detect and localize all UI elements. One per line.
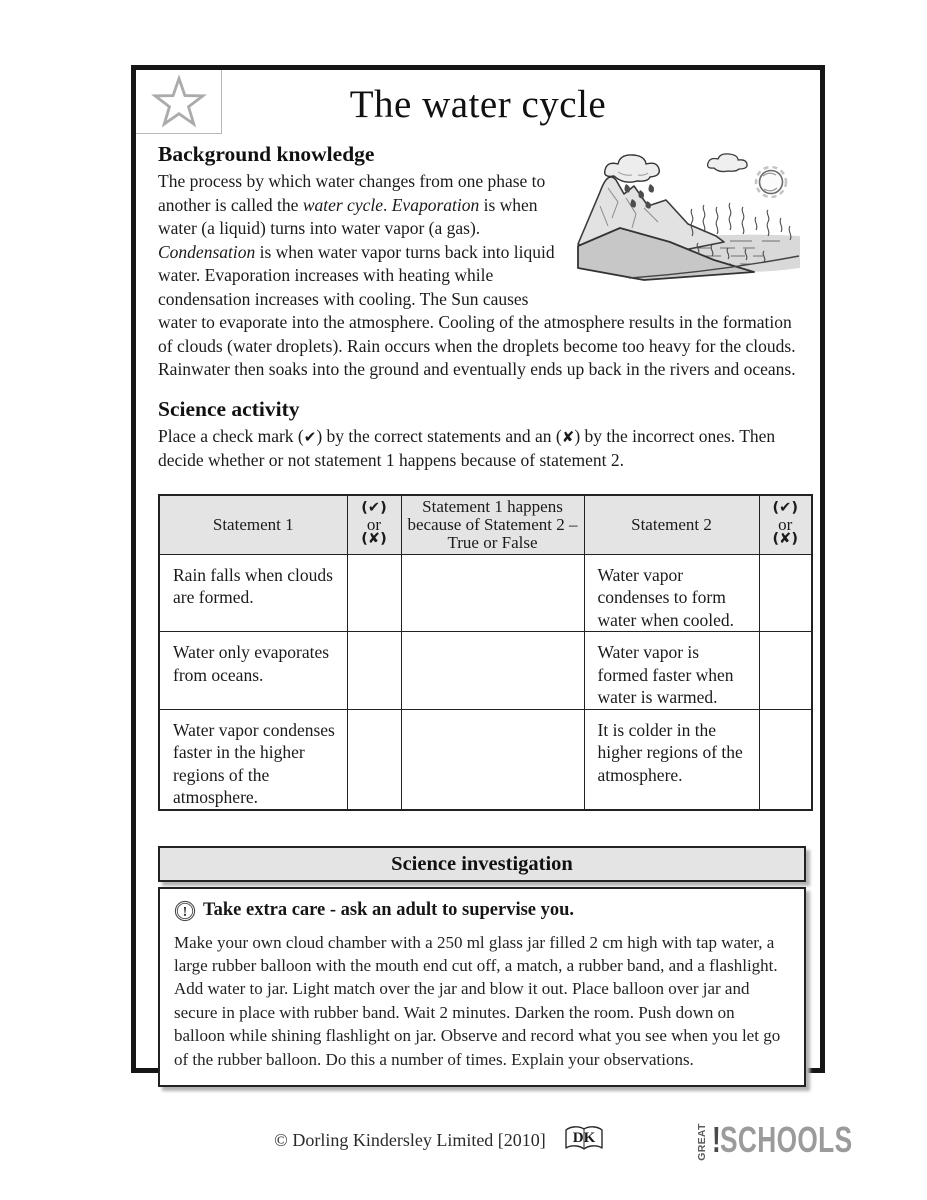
bk-text-4: is when water vapor turns back into liquid water. Evaporation increases with heating while condensation increases with cooling. The Sun causes water to evaporate into the atmosphere. Cooling of the atmosphere results in the formation of clouds (water droplets). Rain occurs when the droplets become too heavy for the clouds. Rainwater then soaks into the ground and eventually ends up back in the rivers and oceans. — [158, 241, 796, 379]
schools-text: SCHOOLS — [720, 1118, 853, 1160]
great-vertical-text: GREAT — [697, 1123, 708, 1161]
warning-line — [174, 900, 789, 922]
header-because: Statement 1 happens because of Statement 2 – True or False — [401, 495, 584, 555]
header-mark-2 — [759, 495, 812, 555]
mark-check-label: (✔) — [772, 500, 798, 517]
mark-cross-label: (✘) — [772, 531, 798, 548]
greatschools-logo — [697, 1118, 865, 1167]
table-row — [159, 709, 812, 810]
dk-letters: DK — [572, 1130, 596, 1146]
mark-1-answer-cell[interactable] — [347, 709, 401, 810]
header-statement-2: Statement 2 — [584, 495, 759, 555]
check-mark-icon: ✔ — [303, 427, 317, 446]
because-answer-cell[interactable] — [401, 632, 584, 710]
mark-or-label: or — [778, 514, 793, 534]
background-knowledge-section — [158, 142, 798, 382]
statement-1-cell: Rain falls when clouds are formed. — [159, 554, 347, 632]
statement-1-cell: Water vapor condenses faster in the higher regions of the atmosphere. — [159, 709, 347, 810]
bk-italic-water-cycle: water cycle — [302, 194, 383, 215]
mark-cross-label: (✘) — [361, 531, 387, 548]
statement-1-cell: Water only evaporates from oceans. — [159, 632, 347, 710]
activity-text-2: ) by the correct statements and an ( — [316, 425, 562, 446]
mark-2-answer-cell[interactable] — [759, 554, 812, 632]
table-row — [159, 632, 812, 710]
bk-italic-condensation: Condensation — [158, 241, 256, 262]
science-investigation-heading: Science investigation — [158, 846, 806, 882]
mark-2-answer-cell[interactable] — [759, 709, 812, 810]
because-answer-cell[interactable] — [401, 709, 584, 810]
dk-logo — [562, 1124, 606, 1156]
mark-or-label: or — [366, 514, 382, 534]
activity-text-3: ) by the incorrect ones. Then decide whether or not statement 1 happens because of statement 2. — [158, 425, 776, 470]
exclamation-glyph: ! — [182, 903, 188, 919]
page-title: The water cycle — [349, 83, 607, 126]
bk-text-2: . — [382, 194, 392, 215]
footer — [240, 1124, 640, 1156]
table-row — [159, 554, 812, 632]
worksheet-frame — [131, 65, 825, 1073]
bk-text-3: is when water (a liquid) turns into water vapor (a gas). — [158, 194, 538, 238]
mark-2-answer-cell[interactable] — [759, 632, 812, 710]
cross-mark-icon: ✘ — [561, 427, 575, 446]
bk-text-1: The process by which water changes from one phase to another is called the — [158, 171, 546, 215]
statement-2-cell: Water vapor is formed faster when water is warmed. — [584, 632, 759, 710]
statements-table — [158, 494, 813, 811]
header-mark-1 — [347, 495, 401, 555]
statement-2-cell: Water vapor condenses to form water when cooled. — [584, 554, 759, 632]
bang-glyph: ! — [712, 1118, 721, 1160]
science-activity-text — [158, 425, 798, 473]
water-cycle-illustration — [574, 144, 804, 286]
background-knowledge-heading: Background knowledge — [158, 142, 375, 166]
investigation-instructions: Make your own cloud chamber with a 250 ml glass jar filled 2 cm high with tap water, a large rubber balloon with the mouth end cut off, a match, a rubber band, and a flashlight. Add water to jar. Light match over the jar and blow it out. Place balloon over jar and secure in place with rubber band. Wait 2 minutes. Darken the room. Push down on balloon while shining flashlight on jar. Observe and record what you see when you let go of the rubber balloon. Do this a number of times. Explain your observations. — [174, 932, 781, 1069]
activity-text-1: Place a check mark ( — [158, 425, 304, 446]
copyright-text: © Dorling Kindersley Limited [2010] — [274, 1129, 546, 1150]
because-answer-cell[interactable] — [401, 554, 584, 632]
mark-1-answer-cell[interactable] — [347, 632, 401, 710]
mark-check-label: (✔) — [361, 500, 387, 517]
science-investigation-box — [158, 887, 806, 1087]
warning-text: Take extra care - ask an adult to supervise you. — [203, 900, 575, 920]
science-investigation-section — [158, 846, 806, 1087]
warning-icon — [174, 900, 196, 922]
science-activity-section — [158, 397, 798, 473]
statement-2-cell: It is colder in the higher regions of the atmosphere. — [584, 709, 759, 810]
mark-1-answer-cell[interactable] — [347, 554, 401, 632]
star-box — [136, 70, 222, 134]
star-icon — [143, 72, 215, 132]
science-activity-heading: Science activity — [158, 396, 300, 421]
header-statement-1: Statement 1 — [159, 495, 347, 555]
bk-italic-evaporation: Evaporation — [391, 194, 480, 215]
table-header-row — [159, 495, 812, 555]
